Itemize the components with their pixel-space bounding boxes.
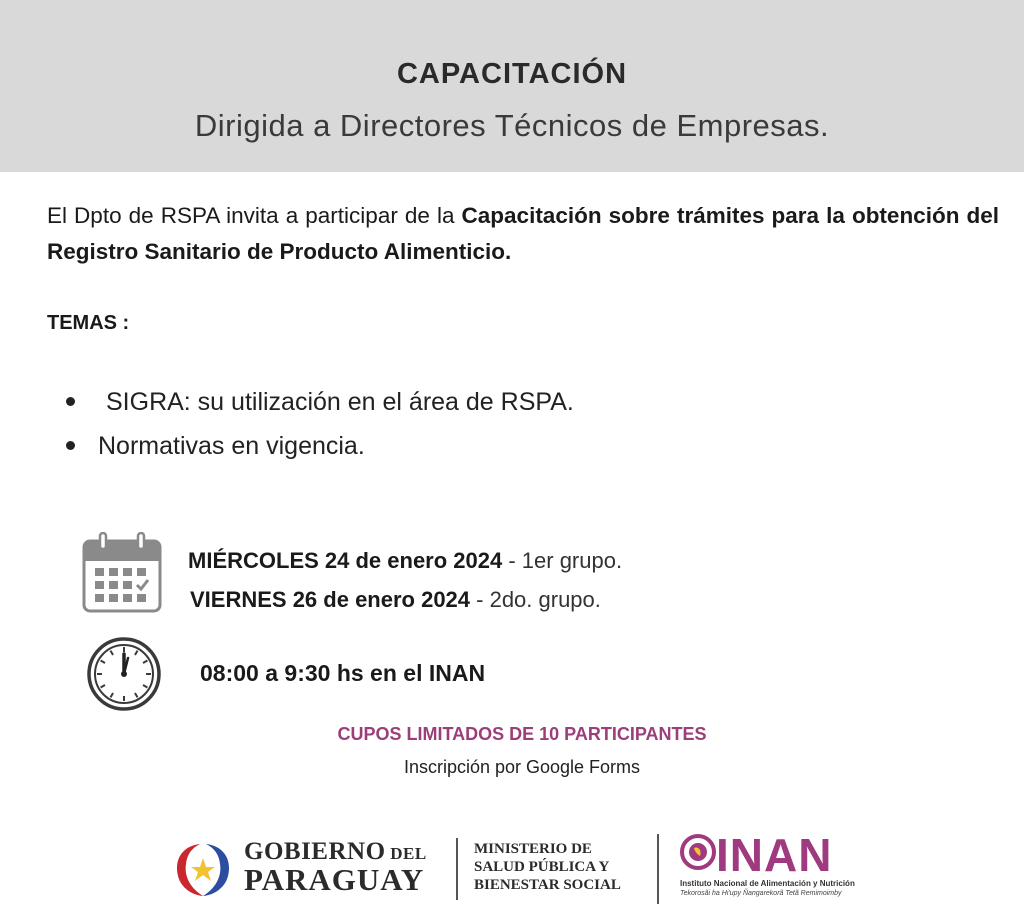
gobierno-word: GOBIERNO (244, 838, 386, 865)
logo-divider (657, 834, 659, 904)
intro-paragraph (47, 198, 999, 270)
page-title: CAPACITACIÓN (396, 58, 628, 90)
header-banner (0, 0, 1024, 172)
bullet-dot-icon (66, 397, 75, 406)
ministerio-name (474, 840, 621, 894)
ministerio-line: SALUD PÚBLICA Y (474, 859, 610, 875)
inan-name: INAN (716, 829, 833, 881)
gobierno-line2: PARAGUAY (244, 862, 425, 897)
ministerio-line: MINISTERIO DE (474, 841, 592, 857)
date-line-2 (190, 587, 601, 613)
inan-logo-icon (680, 834, 716, 870)
topic-item: SIGRA: su utilización en el área de RSPA. (106, 388, 574, 416)
time-location: 08:00 a 9:30 hs en el INAN (200, 660, 486, 686)
group-text: - 2do. grupo. (470, 587, 601, 612)
calendar-icon (82, 532, 164, 614)
page-subtitle: Dirigida a Directores Técnicos de Empresas. (194, 108, 830, 143)
gobierno-del: DEL (385, 844, 427, 863)
topics-heading: TEMAS : (47, 312, 130, 334)
inan-guarani-name: Tekorosãi ha Hi'upy Ñangarekorã Tetã Remimoimby (680, 890, 842, 897)
clock-icon (86, 636, 162, 712)
paraguay-emblem-icon (170, 838, 236, 900)
group-text: - 1er grupo. (502, 548, 623, 573)
intro-lead: El Dpto de RSPA invita a participar de la (47, 203, 462, 228)
registration-method: Inscripción por Google Forms (403, 757, 641, 777)
date-text: VIERNES 26 de enero 2024 (190, 587, 471, 612)
inan-full-name: Instituto Nacional de Alimentación y Nutrición (680, 879, 855, 888)
topic-item: Normativas en vigencia. (98, 432, 365, 460)
intro-highlight: Capacitación sobre trámites para la obtención del Registro Sanitario de Producto Alimenticio. (47, 203, 1000, 264)
participant-limit: CUPOS LIMITADOS DE 10 PARTICIPANTES (337, 724, 707, 744)
logos-footer (0, 820, 1024, 910)
date-line-1 (188, 548, 622, 574)
bullet-dot-icon (66, 441, 75, 450)
logo-divider (456, 838, 458, 900)
ministerio-line: BIENESTAR SOCIAL (474, 877, 621, 893)
date-text: MIÉRCOLES 24 de enero 2024 (188, 548, 503, 573)
